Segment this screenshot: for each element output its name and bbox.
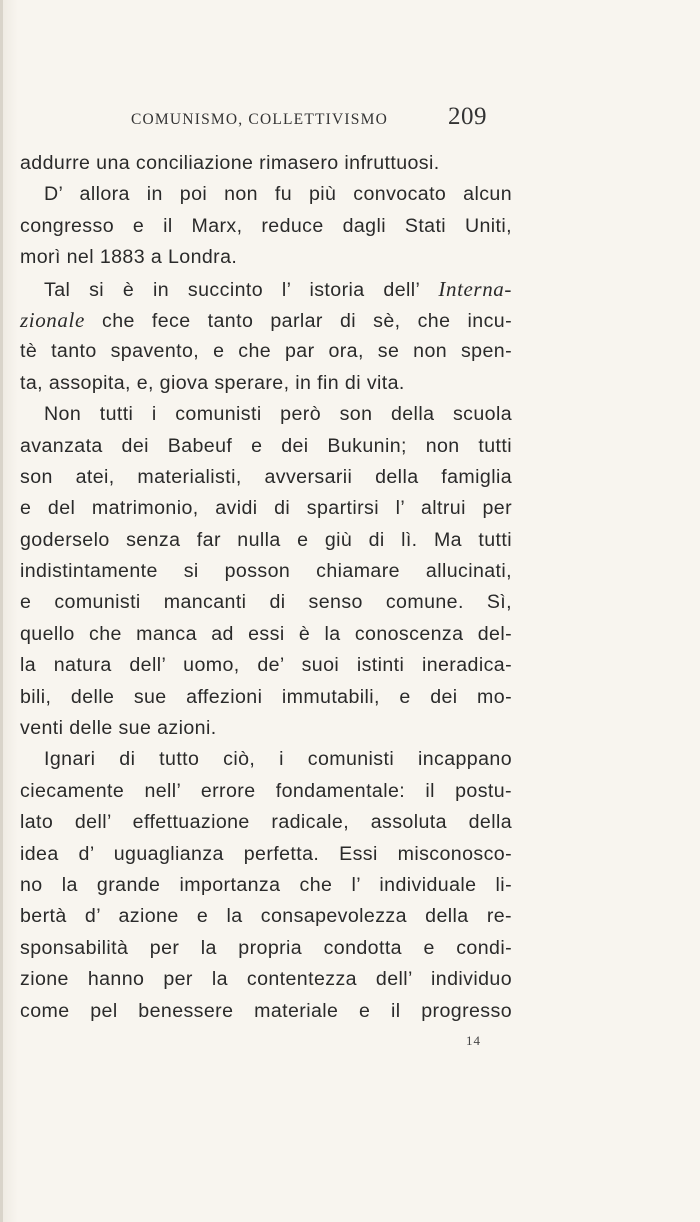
- italic-title: zionale: [20, 307, 85, 332]
- text-line: Non tutti i comunisti però son della scuola: [44, 403, 512, 426]
- text-line: [20, 305, 512, 336]
- text-line: avanzata dei Babeuf e dei Bukunin; non tutti: [20, 434, 512, 457]
- text-line: morì nel 1883 a Londra.: [20, 246, 238, 269]
- body-text: [20, 148, 512, 1027]
- text-line: zione hanno per la contentezza dell’ individuo: [20, 968, 512, 991]
- text-line: bertà d’ azione e la consapevolezza della re-: [20, 905, 512, 928]
- page-edge: [0, 0, 3, 1222]
- text-line: e comunisti mancanti di senso comune. Sì,: [20, 591, 512, 614]
- text-line: ta, assopita, e, giova sperare, in fin di vita.: [20, 371, 405, 394]
- text-line: bili, delle sue affezioni immutabili, e dei mo-: [20, 685, 512, 708]
- line-text: Tal si è in succinto l’ istoria dell’: [44, 278, 439, 301]
- page-number: 209: [448, 103, 487, 130]
- running-head: COMUNISMO, COLLETTIVISMO: [131, 111, 388, 128]
- text-line: sponsabilità per la propria condotta e condi-: [20, 936, 512, 959]
- text-line: venti delle sue azioni.: [20, 717, 217, 740]
- text-line: no la grande importanza che l’ individuale li-: [20, 873, 512, 896]
- page-header: [0, 103, 700, 137]
- text-line: congresso e il Marx, reduce dagli Stati Uniti,: [20, 214, 512, 237]
- text-line: goderselo senza far nulla e giù di lì. Ma tutti: [20, 528, 512, 551]
- text-line: ciecamente nell’ errore fondamentale: il postu-: [20, 779, 512, 802]
- text-line: [20, 274, 512, 305]
- text-line: e del matrimonio, avidi di spartirsi l’ altrui per: [20, 497, 512, 520]
- text-line: quello che manca ad essi è la conoscenza del-: [20, 622, 512, 645]
- signature-mark: 14: [466, 1033, 481, 1048]
- text-line: idea d’ uguaglianza perfetta. Essi misconosco-: [20, 842, 512, 865]
- text-line: D’ allora in poi non fu più convocato alcun: [44, 183, 512, 206]
- text-line: lato dell’ effettuazione radicale, assoluta della: [20, 811, 512, 834]
- text-line: la natura dell’ uomo, de’ suoi istinti ineradica-: [20, 654, 512, 677]
- text-line: addurre una conciliazione rimasero infruttuosi.: [20, 152, 440, 174]
- italic-title: Interna-: [438, 276, 512, 301]
- line-text: che fece tanto parlar di sè, che incu-: [84, 309, 512, 332]
- text-line: son atei, materialisti, avversarii della famiglia: [20, 465, 512, 488]
- text-line: tè tanto spavento, e che par ora, se non spen-: [20, 340, 512, 363]
- text-line: indistintamente si posson chiamare allucinati,: [20, 560, 512, 583]
- text-line: Ignari di tutto ciò, i comunisti incappano: [44, 748, 512, 771]
- text-line: come pel benessere materiale e il progresso: [20, 999, 512, 1022]
